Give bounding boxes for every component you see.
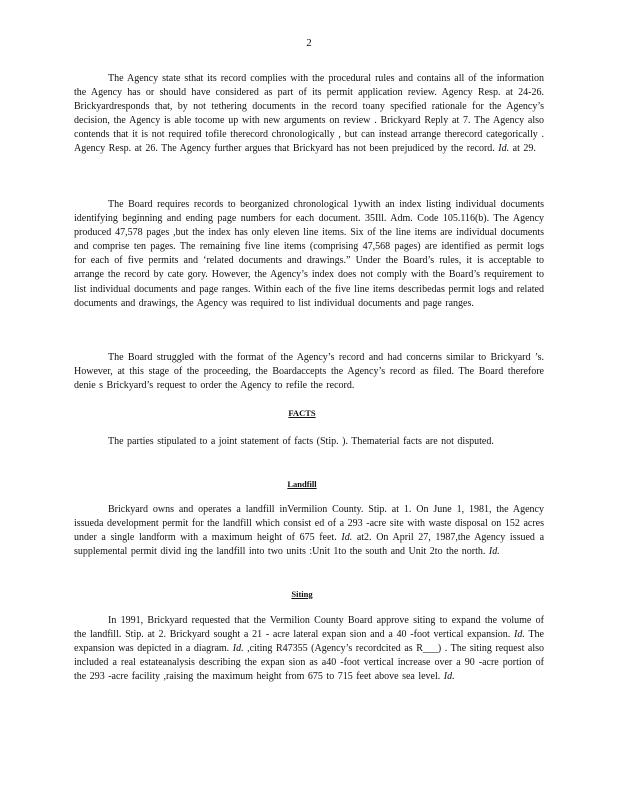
paragraph-text: The Agency state sthat its record complies with the procedural rules and contains all of the information the Agency has or should have considered as part of its permit application review. Agency Resp. at 24-26. Brickyardresponds that, by not tethering documents in the record toany specified rationale for the Agency’s decision, the Agency is able tocome up with new arguments on review . Brickyard Reply at 7. The Agency also contends that it is not required tofile therecord chronologically , but can instead arrange therecord categorically . Agency Resp. at 26. The Agency further argues that Brickyard has not been prejudiced by the record. — [74, 73, 544, 155]
paragraph-board-struggled: The Board struggled with the format of the Agency’s record and had concerns similar to Brickyard ’s. However, at this stage of the proceeding, the Boardaccepts the Agency’s record as filed. The Board therefore denie s Brickyard’s request to order the Agency to refile the record. — [74, 352, 544, 392]
citation: Id. — [514, 629, 525, 641]
paragraph-text: Brickyard owns and operates a landfill inVermilion County. Stip. at 1. On June 1, 1981, the Agency issueda development permit for the landfill which consist ed of a 293 -acre site with waste disposal on 152 acres under a single landform with a maximum height of 675 feet. — [74, 504, 544, 544]
paragraph-text: The expansion was depicted in a diagram. — [74, 629, 544, 655]
paragraph-text: In 1991, Brickyard requested that the Vermilion County Board approve siting to expand the volume of the landfill. Stip. at 2. Brickyard sought a 21 - acre lateral expan sion and a 40 -foot vertical expansion. — [74, 615, 544, 641]
heading-facts: FACTS — [288, 408, 316, 418]
paragraph-text: at 29. — [509, 143, 536, 155]
citation: Id. — [498, 143, 510, 155]
citation: Id. — [232, 643, 244, 655]
paragraph-landfill — [74, 503, 544, 559]
paragraph-siting — [74, 614, 544, 684]
paragraph-agency-record — [74, 72, 544, 157]
paragraph-text: at2. On April 27, 1987,the Agency issued a supplemental permit divid ing the landfill into two units :Unit 1to the south and Unit 2to the north. — [74, 532, 545, 558]
citation: Id. — [488, 546, 500, 558]
citation: Id. — [443, 671, 455, 683]
heading-siting: Siting — [291, 589, 313, 599]
paragraph-text: ,citing R47355 (Agency’s recordcited as R___) . The siting request also included a real estateanalysis describing the expan sion as a40 -foot vertical increase over a 90 -acre portion of the 293 -acre facility ,raising the maximum height from 675 to 715 feet above sea level. — [74, 643, 545, 683]
page-number: 2 — [306, 37, 312, 49]
heading-landfill: Landfill — [287, 479, 317, 489]
citation: Id. — [341, 532, 353, 544]
paragraph-stipulation: The parties stipulated to a joint statement of facts (Stip. ). Thematerial facts are not disputed. — [108, 436, 494, 447]
paragraph-board-requirements: The Board requires records to beorganized chronological 1ywith an index listing individual documents identifying beginning and ending page numbers for each document. 35Ill. Adm. Code 105.116(b). The Agency produced 47,578 pages ,but the index has only eleven line items. Six of the line items are individual documents and comprise ten pages. The remaining five line items (comprising 47,568 pages) are identified as permit logs for each of five permits and ‘related documents and drawings.” Under the Board’s rules, it is acceptable to arrange the record by cate gory. However, the Agency’s index does not comply with the Board’s requirement to list individual documents and page ranges. Within each of the five line items describedas permit logs and related documents and drawings, the Agency was required to list individual documents and page ranges. — [74, 199, 544, 309]
